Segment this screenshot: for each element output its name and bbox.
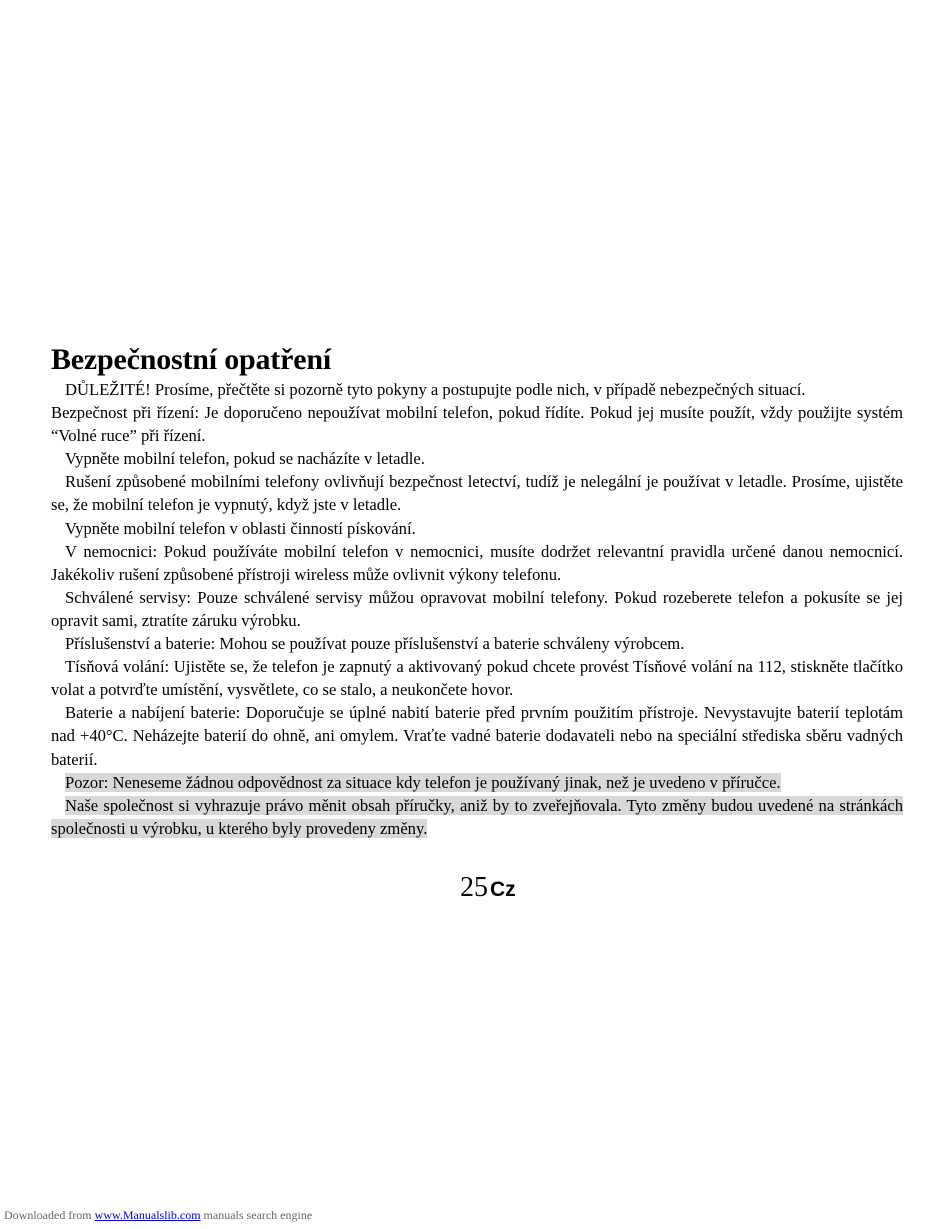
paragraph-approved-service: Schválené servisy: Pouze schválené servisy můžou opravovat mobilní telefony. Pokud rozeberete telefon a pokusíte se jej opravit sami, ztratíte záruku výrobku. [51,587,903,630]
footer-prefix: Downloaded from [4,1208,92,1222]
paragraph-important: DŮLEŽITÉ! Prosíme, přečtěte si pozorně tyto pokyny a postupujte podle nich, v případě nebezpečných situací. [65,380,806,399]
paragraph-emergency-calls: Tísňová volání: Ujistěte se, že telefon je zapnutý a aktivovaný pokud chcete provést Tísňové volání na 112, stiskněte tlačítko volat a potvrďte umístění, vysvětlete, co se stalo, a neukončete hovor. [51,657,903,700]
paragraph-driving-safety: Bezpečnost při řízení: Je doporučeno nepoužívat mobilní telefon, pokud řídíte. Pokud jej musíte použít, vždy použijte systém “Volné ruce” při řízení. [51,403,903,446]
footer-suffix: manuals search engine [203,1208,313,1222]
paragraph-blasting-area: Vypněte mobilní telefon v oblasti činností pískování. [65,518,416,538]
page-title: Bezpečnostní opatření [51,343,331,376]
paragraph-airplane-off: Vypněte mobilní telefon, pokud se nacházíte v letadle. [65,449,425,469]
paragraph-battery: Baterie a nabíjení baterie: Doporučuje se úplné nabití baterie před prvním použitím přístroje. Nevystavujte baterií teplotám nad +40°C. Neházejte baterií do ohně, ani omylem. Vraťte vadné baterie dodavateli nebo na speciální střediska sběru vadných baterií. [51,703,903,769]
document-body [51,378,903,840]
paragraph-hospital: V nemocnici: Pokud používáte mobilní telefon v nemocnici, musíte dodržet relevantní pravidla určené danou nemocnicí. Jakékoliv rušení způsobené přístroji wireless může ovlivnit výkony telefonu. [51,541,903,584]
download-footer [4,1208,312,1223]
paragraph-airplane-interference: Rušení způsobené mobilními telefony ovlivňují bezpečnost letectví, tudíž je nelegální je používat v letadle. Prosíme, ujistěte se, že mobilní telefon je vypnutý, když jste v letadle. [51,472,903,515]
paragraph-accessories: Příslušenství a baterie: Mohou se používat pouze příslušenství a baterie schváleny výrobcem. [65,634,685,654]
page-number-value: 25 [460,872,488,903]
footer-link[interactable]: www.Manualslib.com [94,1208,201,1222]
paragraph-content-changes: Naše společnost si vyhrazuje právo měnit obsah příručky, aniž by to zveřejňovala. Tyto změny budou uvedené na stránkách společnosti u výrobku, u kterého byly provedeny změny. [51,795,903,838]
paragraph-disclaimer: Pozor: Neneseme žádnou odpovědnost za situace kdy telefon je používaný jinak, než je uvedeno v příručce. [65,772,781,792]
page-number [460,870,516,908]
language-code: Cz [490,878,516,901]
